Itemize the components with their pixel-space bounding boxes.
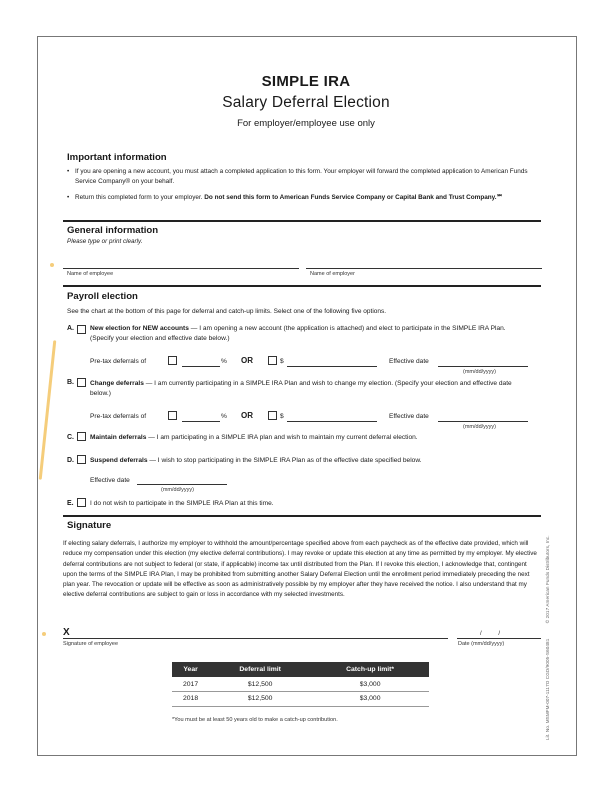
signature-paragraph: If electing salary deferrals, I authorize my employer to withhold the amount/percentage specified above from each paycheck as of the effective date provided, which will reduce my compensation under this election (my elective deferral contributions). I may revoke or update this election at any time as permitted by my employer. My elective deferral contributions are not subject to federal (or state, if applicable) income tax until distributed from the Plan. If I revoke this election, I acknowledge that, contingent upon the terms of the SIMPLE IRA Plan, I may be prohibited from submitting another Salary Deferral Election until the enrollment period immediately preceding the next plan year. The revocation or update will be effective as soon as administratively possible by my employer after they have received the notice. I also understand that my elective deferral contributions are subject to gain or loss in accordance with my selected investments. xyxy=(63,540,537,599)
date-format-hint: (mm/dd/yyyy) xyxy=(161,487,194,493)
table-cell: $12,500 xyxy=(209,692,311,707)
or-label: OR xyxy=(241,411,253,420)
option-e-checkbox[interactable] xyxy=(77,498,86,507)
bullet-bold-text: Do not send this form to American Funds Service Company or Capital Bank and Trust Company.℠ xyxy=(204,194,504,201)
option-b-letter: B. xyxy=(67,379,74,386)
option-a-desc: — I am opening a new account (the application is attached) and elect to participate in the SIMPLE IRA Plan. (Specify your election and effective date below.) xyxy=(90,325,506,342)
option-d-checkbox[interactable] xyxy=(77,455,86,464)
option-d-effective-date-field[interactable] xyxy=(137,484,227,485)
table-cell: $3,000 xyxy=(311,692,429,707)
table-cell: $3,000 xyxy=(311,677,429,692)
table-cell: 2018 xyxy=(172,692,209,707)
contribution-limits-table xyxy=(172,662,429,707)
option-d-text xyxy=(90,456,530,466)
option-a-percent-box[interactable] xyxy=(168,356,177,365)
option-b-percent-box[interactable] xyxy=(168,411,177,420)
catchup-footnote: *You must be at least 50 years old to make a catch-up contribution. xyxy=(172,717,338,723)
option-a-effective-date-field[interactable] xyxy=(438,366,528,367)
signature-date-field[interactable] xyxy=(457,638,541,639)
column-header-deferral: Deferral limit xyxy=(209,662,311,677)
bullet-text: Return this completed form to your employer. xyxy=(75,194,203,201)
option-a-dollar-box[interactable] xyxy=(268,356,277,365)
form-subtitle: Salary Deferral Election xyxy=(222,94,390,111)
form-title: SIMPLE IRA xyxy=(261,73,351,90)
form-tagline: For employer/employee use only xyxy=(237,118,375,129)
percent-sign: % xyxy=(221,358,227,365)
table-cell: 2017 xyxy=(172,677,209,692)
table-row xyxy=(172,677,429,692)
copyright-text: © 2017 American Funds Distributors, Inc. xyxy=(545,535,550,624)
option-b-checkbox[interactable] xyxy=(77,378,86,387)
option-e-text: I do not wish to participate in the SIMPLE IRA Plan at this time. xyxy=(90,500,274,507)
signature-date-label: Date (mm/dd/yyyy) xyxy=(458,641,505,647)
percent-sign: % xyxy=(221,413,227,420)
option-b-title: Change deferrals xyxy=(90,380,144,387)
employee-name-label: Name of employee xyxy=(67,271,114,277)
doc-id-text: Lit. No. MSMFM-007-1117O CGD/9005-S60481 xyxy=(545,638,550,740)
option-a-checkbox[interactable] xyxy=(77,325,86,334)
bullet-item xyxy=(67,193,547,203)
option-c-letter: C. xyxy=(67,434,74,441)
signature-label: Signature of employee xyxy=(63,641,119,647)
option-c-checkbox[interactable] xyxy=(77,432,86,441)
option-a-letter: A. xyxy=(67,325,74,332)
table-cell: $12,500 xyxy=(209,677,311,692)
option-a-text xyxy=(90,324,530,344)
employer-name-field[interactable] xyxy=(306,268,542,269)
employer-name-label: Name of employer xyxy=(310,271,355,277)
option-d-desc: — I wish to stop participating in the SIMPLE IRA Plan as of the effective date specified below. xyxy=(147,457,422,464)
section-heading-signature: Signature xyxy=(67,520,112,531)
pretax-label-a: Pre-tax deferrals of xyxy=(90,358,147,365)
bullet-item: • If you are opening a new account, you must attach a completed application to this form. Your employer will forward the completed application to American Funds Service Company® on your behalf. xyxy=(67,168,528,185)
highlight-mark xyxy=(42,632,46,636)
option-b-percent-field[interactable] xyxy=(182,421,220,422)
payroll-intro: See the chart at the bottom of this page for deferral and catch-up limits. Select one of the following five options. xyxy=(67,308,387,315)
table-header-row xyxy=(172,662,429,677)
option-d-title: Suspend deferrals xyxy=(90,457,148,464)
option-c-desc: — I am participating in a SIMPLE IRA plan and wish to maintain my current deferral election. xyxy=(146,434,418,441)
pretax-label-b: Pre-tax deferrals of xyxy=(90,413,147,420)
option-a-title: New election for NEW accounts xyxy=(90,325,189,332)
effective-date-label: Effective date xyxy=(389,413,429,420)
section-heading-important: Important information xyxy=(67,152,167,163)
option-e-letter: E. xyxy=(67,500,74,507)
date-format-hint: (mm/dd/yyyy) xyxy=(463,369,496,375)
signature-x-mark: X xyxy=(63,627,70,638)
column-header-catchup: Catch-up limit* xyxy=(311,662,429,677)
date-format-hint: (mm/dd/yyyy) xyxy=(463,424,496,430)
option-c-text xyxy=(90,433,530,442)
section-heading-general: General information xyxy=(67,225,159,236)
bullet-icon: • xyxy=(67,168,70,175)
effective-date-label: Effective date xyxy=(389,358,429,365)
section-rule xyxy=(63,285,541,287)
dollar-sign: $ xyxy=(280,413,284,420)
option-b-dollar-box[interactable] xyxy=(268,411,277,420)
option-d-letter: D. xyxy=(67,457,74,464)
date-slashes: / / xyxy=(480,631,501,637)
employee-signature-field[interactable] xyxy=(63,638,448,639)
table-row xyxy=(172,692,429,707)
highlight-mark xyxy=(50,263,54,267)
instruction-text: Please type or print clearly. xyxy=(67,238,143,245)
option-b-desc: — I am currently participating in a SIMPLE IRA Plan and wish to change my election. (Specify your election and effective date below.) xyxy=(90,380,512,397)
dollar-sign: $ xyxy=(280,358,284,365)
effective-date-label-d: Effective date xyxy=(90,477,130,484)
employee-name-field[interactable] xyxy=(63,268,299,269)
bullet-icon: • xyxy=(67,194,70,201)
section-rule xyxy=(63,515,541,517)
section-heading-payroll: Payroll election xyxy=(67,291,138,302)
option-a-percent-field[interactable] xyxy=(182,366,220,367)
section-rule xyxy=(63,220,541,222)
option-b-effective-date-field[interactable] xyxy=(438,421,528,422)
column-header-year: Year xyxy=(172,662,209,677)
option-b-dollar-field[interactable] xyxy=(287,421,377,422)
option-b-text xyxy=(90,379,530,399)
margin-vertical-text xyxy=(545,510,557,740)
or-label: OR xyxy=(241,356,253,365)
option-c-title: Maintain deferrals xyxy=(90,434,147,441)
option-a-dollar-field[interactable] xyxy=(287,366,377,367)
